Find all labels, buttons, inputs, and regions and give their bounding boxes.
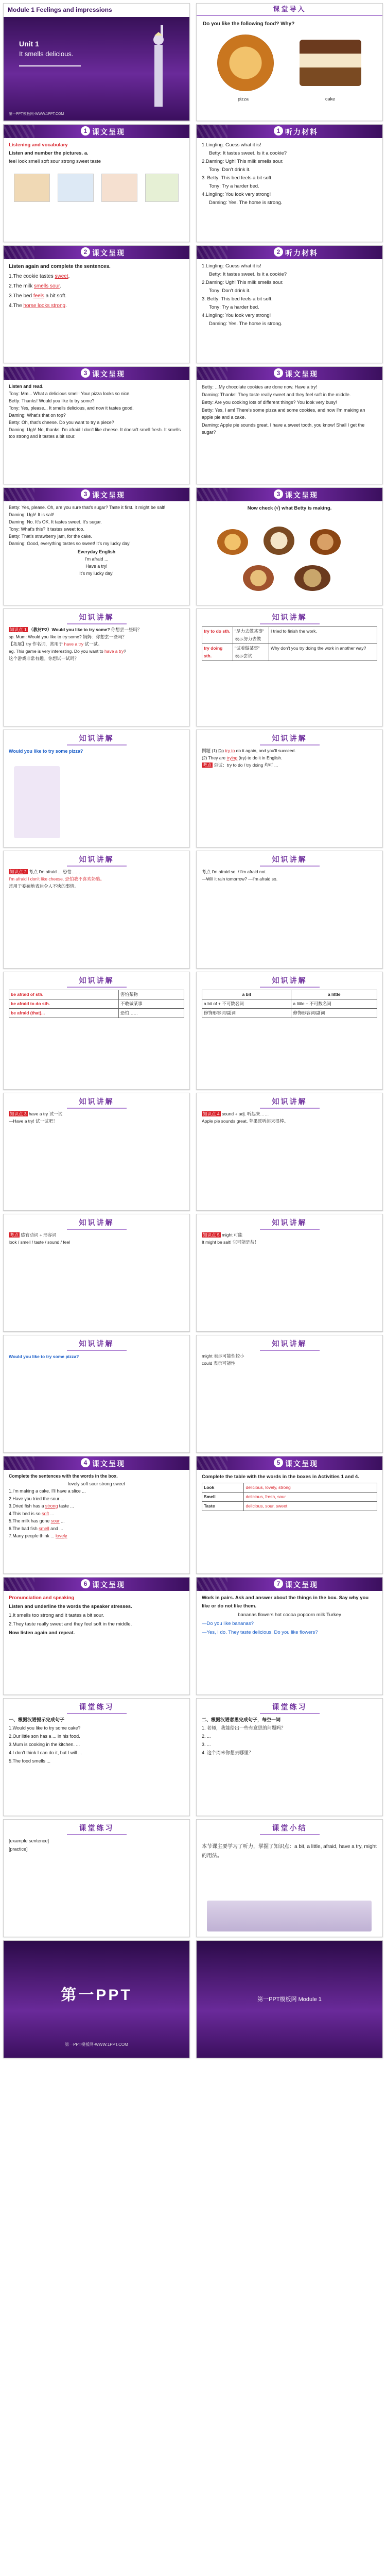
- slide-check-items[interactable]: 3 课文呈现 Now check (√) what Betty is making.: [196, 487, 383, 605]
- slide-knowledge-7[interactable]: 知识讲解 be afraid of sth. 害怕某物 be afraid to do sth. 不敢做某事 be afraid (that)... 恐怕……: [3, 972, 190, 1090]
- slide-knowledge-4[interactable]: 知识讲解 例题 (1) Do try to do it again, and you'll succeed. (2) They are trying (try) to do it in English. 考点 尝试：try to do / try doing 均可 ...: [196, 730, 383, 848]
- picture-d: [145, 174, 179, 202]
- slide-knowledge-11[interactable]: 知识讲解 考点 感官动词 + 形容词 look / smell / taste / sound / feel: [3, 1214, 190, 1332]
- module-title: Module 1 Feelings and impressions: [8, 6, 112, 13]
- slide-title[interactable]: [3, 3, 190, 121]
- pictures-grid: [14, 174, 179, 235]
- lesson-subtitle: It smells delicious.: [19, 50, 74, 58]
- slide-knowledge-1[interactable]: 知识讲解 知识点 1 （教材P2）Would you like to try some? 你想尝一些吗？ sp. Mum: Would you like to try some? 妈妈：你想尝一些吗？ 【拓展】try 作名词，常用于 have a try 试一试。 eg. This game is very interesting. Do you want to have a try? 这个游戏非常有趣。你想试一试吗？: [3, 608, 190, 726]
- slide-header: 课堂导入: [273, 5, 306, 13]
- slide-knowledge-9[interactable]: 知识讲解 知识点 3 have a try 试一试 —Have a try! 试一试吧！: [3, 1093, 190, 1211]
- slide-knowledge-12[interactable]: 知识讲解 知识点 5 might 可能 It might be salt! 它可能是盐！: [196, 1214, 383, 1332]
- slide-knowledge-8[interactable]: 知识讲解 a bit a little a bit of + 不可数名词 a little + 不可数名词 修饰形容词/副词 修饰形容词/副词: [196, 972, 383, 1090]
- cake-label: cake: [325, 96, 336, 101]
- slide-knowledge-10[interactable]: 知识讲解 知识点 4 sound + adj. 听起来…… Apple pie sounds great. 苹果派听起来很棒。: [196, 1093, 383, 1211]
- slide-lead-in[interactable]: [196, 3, 383, 121]
- pizza-image: [217, 35, 274, 91]
- slide-knowledge-3[interactable]: 知识讲解 Would you like to try some pizza?: [3, 730, 190, 848]
- end-footer: 第一PPT模板网 Module 1: [257, 1996, 322, 2003]
- slide-closing[interactable]: [3, 1940, 190, 2058]
- statue-icon: [143, 24, 174, 112]
- unit-title: Unit 1: [19, 40, 39, 48]
- slide-header-bar: 1 课文呈现: [4, 125, 189, 138]
- cake-image: [300, 40, 361, 86]
- summary-illustration: [207, 1901, 372, 1931]
- slide-listening-script-2[interactable]: 2 听力材料 1.Lingling: Guess what it is! Betty: It tastes sweet. Is it a cookie? 2.Daming: Ugh! This milk smells sour. Tony: Don't drink it. 3. Betty: This bed feels a bit soft. Tony: Try a harder bed. 4.Lingling: You look very strong! Daming: Yes. The horse is strong.: [196, 245, 383, 363]
- slide-practice-1[interactable]: 课堂练习 一、根据汉语提示完成句子 1.Would you like to try some cake? 2.Our little son has a ... in his food. 3.Mum is cooking in the kitchen. ... 4.I don't think I can do it, but I will ... 5.The food smells ...: [3, 1698, 190, 1816]
- lead-question: Do you like the following food? Why?: [203, 21, 295, 27]
- closing-logo: 第一PPT: [61, 1987, 132, 2004]
- slide-complete-sentences[interactable]: 2 课文呈现 Listen again and complete the sentences. 1.The cookie tastes sweet. 2.The milk smells sour. 3.The bed feels a bit soft. 4.The horse looks strong.: [3, 245, 190, 363]
- slide-knowledge-2[interactable]: 知识讲解 try to do sth. "尽力去做某事" 表示努力去做 I tried to finish the work. try doing sth. "试着做某事" 表示尝试 Why don't you try doing the work in another way?: [196, 608, 383, 726]
- slide-knowledge-5[interactable]: 知识讲解 知识点 2 考点 I'm afraid ... 恐怕…… I'm afraid I don't like cheese. 恐怕我不喜欢奶酪。 常用于委婉地表达令人不快的事情。: [3, 851, 190, 969]
- pizza-label: pizza: [238, 96, 249, 101]
- slide-activity-6[interactable]: 6 课文呈现 Pronunciation and speaking Listen and underline the words the speaker stresses. 1.It smells too strong and it tastes a bit sour. 2.They taste really sweet and they feel soft in the middle. Now listen again and repeat.: [3, 1577, 190, 1695]
- slide-knowledge-6[interactable]: 知识讲解 考点 I'm afraid so. / I'm afraid not. —Will it rain tomorrow? —I'm afraid so.: [196, 851, 383, 969]
- picture-a: [14, 174, 50, 202]
- title-divider: [19, 65, 81, 66]
- food-e: [294, 565, 330, 591]
- food-a: [217, 529, 248, 555]
- illustration: [14, 766, 60, 838]
- food-c: [310, 529, 341, 555]
- slide-knowledge-13[interactable]: 知识讲解 Would you like to try some pizza?: [3, 1335, 190, 1453]
- picture-c: [101, 174, 137, 202]
- slide-activity-4[interactable]: 4 课文呈现 Complete the sentences with the words in the box. lovely soft sour strong sweet 1.I'm making a cake. I'll have a slice ... 2.Have you tried the sour ... 3.Dried fish has a strong taste ... 4.This bed is so soft ... 5.The milk has gone sour ... 6.The bad fish smell and ... 7.Many people think ... lovely: [3, 1456, 190, 1574]
- slide-listening-vocab[interactable]: 1 课文呈现 Listening and vocabulary Listen and number the pictures. a. feel look smell soft sour strong sweet taste: [3, 124, 190, 242]
- slide-activity-7[interactable]: 7 课文呈现 Work in pairs. Ask and answer about the things in the box. Say why you like or do not like them. bananas flowers hot cocoa popcorn milk Turkey —Do you like bananas? —Yes, I do. They taste delicious. Do you like flowers?: [196, 1577, 383, 1695]
- picture-b: [58, 174, 94, 202]
- slide-listening-script-1[interactable]: 1 听力材料 1.Lingling: Guess what it is! Betty: It tastes sweet. Is it a cookie? 2.Daming: Ugh! This milk smells sour. Tony: Don't drink it. 3. Betty: This bed feels a bit soft. Tony: Try a harder bed. 4.Lingling: You look very strong! Daming: Yes. The horse is strong.: [196, 124, 383, 242]
- slide-knowledge-14[interactable]: 知识讲解 might 表示可能性较小 could 表示可能性: [196, 1335, 383, 1453]
- food-b: [264, 527, 294, 555]
- slide-practice-3[interactable]: 课堂练习 [example sentence] [practice]: [3, 1819, 190, 1937]
- slide-listen-read-3[interactable]: 3 课文呈现 Betty: Yes, please. Oh, are you sure that's sugar? Taste it first. It might be salt! Daming: Ugh! It is salt! Daming: No. It's OK. It tastes sweet. It's sugar. Tony: What's this? It tastes sweet too. Betty: That's strawberry jam, for the cake. Daming: Good, everything tastes so sweet! It's my lucky day! Everyday English I'm afraid ... Have a try! It's my lucky day!: [3, 487, 190, 605]
- slide-summary[interactable]: 课堂小结 本节课主要学习了听力，掌握了知识点：a bit, a little, afraid, have a try, might 的用法。: [196, 1819, 383, 1937]
- closing-footer: 第一PPT模板网-WWW.1PPT.COM: [65, 2042, 128, 2047]
- word-box: feel look smell soft sour strong sweet taste: [9, 159, 101, 164]
- senses-table: Look delicious, lovely, strong Smell delicious, fresh, sour Taste delicious, sour, sweet: [202, 1483, 377, 1511]
- slide-listen-read-1[interactable]: 3 课文呈现 Listen and read. Tony: Mm... What a delicious smell! Your pizza looks so nice. Betty: Thanks! Would you like to try some? Tony: Yes, please... It smells delicious, and now it tastes good. Daming: What's that on top? Betty: Oh, that's cheese. Do you want to try a piece? Daming: Ugh! No, thanks. I'm afraid I don't like cheese. It doesn't smell fresh. It smells too strong and it tastes a bit sour.: [3, 366, 190, 484]
- slide-activity-5[interactable]: 5 课文呈现 Complete the table with the words in the boxes in Activities 1 and 4. Look delicious, lovely, strong Smell delicious, fresh, sour Taste delicious, sour, sweet: [196, 1456, 383, 1574]
- slide-listen-read-2[interactable]: 3 课文呈现 Betty: ...My chocolate cookies are done now. Have a try! Daming: Thanks! They taste really sweet and they feel soft in the middle. Betty: Are you cooking lots of different things? You look very busy! Betty: Yes, I am! There's some pizza and some cookies, and now I'm making an apple pie and a cake. Daming: Apple pie sounds great. I have a sweet tooth, you know! Shall I get the sugar?: [196, 366, 383, 484]
- food-d: [243, 565, 274, 591]
- brand-footer: 第一PPT模板网-WWW.1PPT.COM: [9, 112, 64, 116]
- slide-end-note[interactable]: [196, 1940, 383, 2058]
- slide-practice-2[interactable]: 课堂练习 二、根据汉语意思完成句子，每空一词 1. 老师，我能给出一些有意思的问题吗？ 2. ... 3. ... 4. 这个周末你想去哪里？: [196, 1698, 383, 1816]
